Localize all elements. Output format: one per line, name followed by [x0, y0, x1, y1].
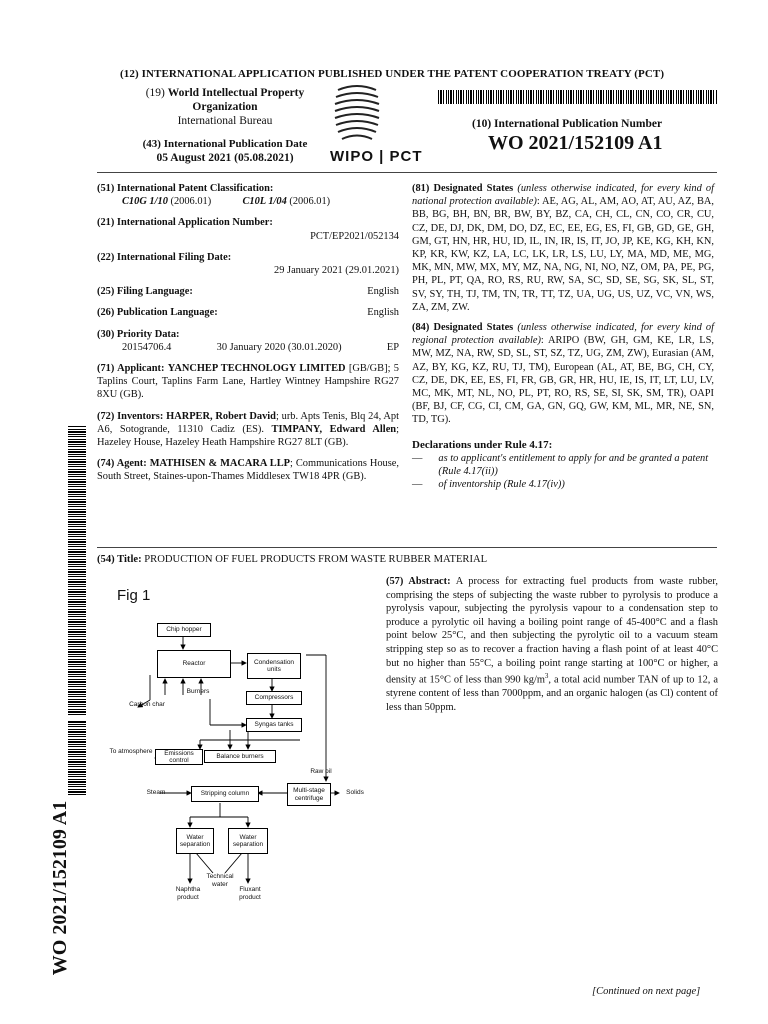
classification-label: (51) International Patent Classification: [97, 183, 274, 194]
solids-label: Solids [346, 789, 364, 796]
reactor-box: Reactor [157, 650, 231, 678]
designated-states-note: (unless otherwise indicated, for every kind of national protection available) [412, 183, 714, 208]
figure-title: Fig 1 [117, 587, 151, 604]
classification-1-year: (2006.01) [170, 196, 212, 208]
regional-states-label: (84) Designated States [412, 322, 514, 334]
burners-label: Burners [186, 688, 210, 695]
bureau: International Bureau [177, 115, 273, 127]
pub-date-value: 05 August 2021 (05.08.2021) [156, 152, 294, 164]
balance-burners-box: Balance burners [204, 750, 276, 763]
carbon-char-label: Carbon char [129, 701, 165, 708]
raw-oil-label: Raw oil [310, 768, 332, 775]
declaration-2-dash: — [412, 479, 423, 491]
abstract-text-1: A process for extracting fuel products from waste rubber, comprising the steps of subjecting the waste rubber to pyrolysis to produce a pyrolysis vapour, subjecting the pyrolysis vapour to a condensation step to produce a pyrolytic oil having a boiling point range of 45-400°C and a flash point below 25°C, and then subjecting the pyrolytic oil to a vacuum steam stripping step so as to recover a fraction having a flash point of at least 40°C but no higher than 55°C, a boiling point range starting at 100°C or higher, a density at 15°C of less than 990 kg/m [386, 576, 719, 686]
org-name-1: World Intellectual Property [167, 87, 305, 99]
chip-hopper-box: Chip hopper [157, 623, 211, 637]
condensation-units-box: Condensation units [247, 653, 301, 679]
regional-states-note: (unless otherwise indicated, for every kind of regional protection available) [412, 322, 714, 347]
publication-language-value: English [367, 307, 399, 319]
pub-date-block [120, 137, 330, 165]
priority-label: (30) Priority Data: [97, 328, 180, 340]
classification-1: C10G 1/10 [122, 196, 168, 208]
title-label: (54) Title: [97, 554, 142, 565]
continued-note: [Continued on next page] [592, 986, 701, 997]
org-code: (19) [145, 87, 165, 99]
wipo-logo-icon [332, 80, 382, 146]
applicant-name: YANCHEP TECHNOLOGY LIMITED [167, 363, 346, 375]
classification-2: C10L 1/04 [242, 196, 287, 208]
pub-date-label: (43) International Publication Date [142, 138, 308, 150]
treaty-line: (12) INTERNATIONAL APPLICATION PUBLISHED UNDER THE PATENT COOPERATION TREATY (PCT) [120, 68, 665, 80]
title-divider [97, 547, 717, 548]
stripping-column-box: Stripping column [191, 786, 259, 802]
applicant-address: [GB/GB]; 5 Taplins Court, Taplins Farm Lane, Hartley Wintney Hampshire RG27 8XU (GB). [97, 363, 399, 401]
title-line [97, 553, 717, 566]
publication-language-label: (26) Publication Language: [97, 307, 218, 319]
pub-number-value: WO 2021/152109 A1 [488, 132, 663, 154]
declaration-1: as to applicant's entitlement to apply for and be granted a patent (Rule 4.17(ii)) [438, 452, 709, 478]
compressors-box: Compressors [246, 691, 302, 705]
flow-diagram-connectors [100, 615, 380, 915]
application-number-value: PCT/EP2021/052134 [310, 230, 399, 242]
syngas-tanks-box: Syngas tanks [246, 718, 302, 732]
emissions-control-box: Emissions control [155, 749, 203, 765]
application-number-label: (21) International Application Number: [97, 217, 273, 229]
side-barcode-upper-icon [68, 425, 86, 715]
priority-date: 30 January 2020 (30.01.2020) [216, 341, 342, 353]
abstract-label: (57) Abstract: [386, 576, 451, 587]
steam-label: Steam [146, 789, 166, 796]
abstract [386, 575, 718, 714]
inventor-2: TIMPANY, Edward Allen [271, 423, 397, 435]
org-name-2: Organization [192, 101, 258, 113]
declarations-label: Declarations under Rule 4.17: [412, 438, 553, 451]
inventor-1-address: ; urb. Apts Tenis, Blq 24, Apt A6, Sotogrande, 11310 Cadiz (ES). [97, 410, 399, 435]
designated-states-list: AE, AG, AL, AM, AO, AT, AU, AZ, BA, BB, BG, BH, BN, BR, BW, BY, BZ, CA, CH, CL, CN, CO, CR, CU, CZ, DE, DJ, DK, DM, DO, DZ, EC, EE, EG, ES, FI, GB, GD, GE, GH, GM, GT, HN, HR, HU, ID, IL, IN, IR, IS, IT, JO, JP, KE, KG, KH, KN, KP, KR, KW, KZ, LA, LC, LK, LR, LS, LU, LY, MA, MD, ME, MG, MK, MN, MW, MX, MY, MZ, NA, NG, NI, NO, NZ, OM, PA, PE, PG, PH, PL, PT, QA, RO, RS, RU, RW, SA, SC, SD, SE, SG, SK, SL, ST, SV, SY, TH, TJ, TM, TN, TR, TT, TZ, UA, UG, US, UZ, VC, VN, WS, ZA, ZM, ZW. [412, 196, 714, 313]
declaration-2: of inventorship (Rule 4.17(iv)) [438, 479, 565, 491]
regional-states-list: : ARIPO (BW, GH, GM, KE, LR, LS, MW, MZ, NA, RW, SD, SL, ST, SZ, TZ, UG, ZM, ZW), Eurasian (AM, AZ, BY, KG, KZ, RU, TJ, TM), European (AL, AT, BE, BG, CH, CY, CZ, DE, DK, EE, ES, FI, FR, GB, GR, HR, HU, IE, IS, IT, LT, LU, LV, MC, MK, MT, NL, NO, PL, PT, RO, RS, SE, SI, SK, SM, TR), OAPI (BF, BJ, CF, CG, CI, CM, GA, GN, GQ, GW, KM, ML, MR, NE, SN, TD, TG). [412, 335, 714, 426]
water-separation-1-box: Water separation [176, 828, 214, 854]
wipo-org-block [125, 86, 325, 128]
right-column: (81) Designated States (unless otherwise indicated, for every kind of national protection available): AE, AG, AL, AM, AO, AT, AU, AZ, BA, BB, BG, BH, BN, BR, BW, BY, BZ, CA, CH, CL, CN, CO, CR, CU, CZ, DE, DJ, DK, DM, DO, DZ, EC, EE, EG, ES, FI, GB, GD, GE, GH, GM, GT, HN, HR, HU, ID, IL, IN, IR, IS, IT, JO, JP, KE, KG, KH, KN, KP, KR, KW, KZ, LA, LC, LK, LR, LS, LU, LY, MA, MD, ME, MG, MK, MN, MW, MX, MY, MZ, NA, NG, NI, NO, NZ, OM, PA, PE, PG, PH, PL, PT, QA, RO, RS, RU, RW, SA, SC, SD, SE, SG, SK, SL, ST, SV, SY, TH, TJ, TM, TN, TR, TT, TZ, UA, UG, US, UZ, VC, VN, WS, ZA, ZM, ZW. (84) Designated States (unless otherwise indicated, for every kind of regional protection available): ARIPO (BW, GH, GM, KE, LR, LS, MW, MZ, NA, RW, SD, SL, ST, SZ, TZ, UG, ZM, ZW), Eurasian (AM, AZ, BY, KG, KZ, RU, TJ, TM), European (AL, AT, BE, BG, CH, CY, CZ, DE, DK, EE, ES, FI, FR, GB, GR, HR, HU, IE, IS, IT, LT, LU, LV, MC, MK, MT, NL, NO, PL, PT, RO, RS, SE, SI, SK, SM, TR), OAPI (BF, BJ, CF, CG, CI, CM, GA, GN, GQ, GW, KM, ML, MR, NE, SN, TD, TG). Declarations under Rule 4.17: — as to applicant's entitlement to apply for and be granted a patent (Rule 4.17(ii)) — of inventorship (Rule 4.17(iv)) [412, 183, 714, 491]
classification-2-year: (2006.01) [289, 196, 331, 208]
side-publication-number: WO 2021/152109 A1 [49, 800, 71, 976]
agent-address: ; Communications House, South Street, Staines-upon-Thames Middlesex TW18 4PR (GB). [97, 458, 399, 483]
title-text: PRODUCTION OF FUEL PRODUCTS FROM WASTE RUBBER MATERIAL [144, 554, 488, 565]
water-separation-2-box: Water separation [228, 828, 268, 854]
applicant-label: (71) Applicant: [97, 363, 165, 375]
barcode-icon [438, 90, 718, 104]
filing-language-label: (25) Filing Language: [97, 286, 193, 298]
to-atmosphere-label: To atmosphere [109, 748, 153, 755]
left-column [97, 182, 399, 484]
priority-office: EP [386, 341, 399, 353]
filing-language-value: English [367, 286, 399, 298]
filing-date-value: 29 January 2021 (29.01.2021) [274, 265, 399, 277]
inventor-1: HARPER, Robert David [166, 410, 276, 422]
priority-number: 20154706.4 [122, 341, 172, 353]
inventor-2-address: ; Hazeley House, Hazeley Heath Hampshire RG27 8LT (GB). [97, 423, 399, 449]
agent-label: (74) Agent: [97, 458, 147, 470]
inventors-label: (72) Inventors: [97, 410, 164, 422]
filing-date-label: (22) International Filing Date: [97, 251, 232, 263]
multi-stage-centrifuge-box: Multi-stage centrifuge [287, 783, 331, 806]
agent-name: MATHISEN & MACARA LLP [149, 458, 291, 470]
technical-water-label: Technical water [206, 873, 234, 888]
declaration-1-dash: — [412, 452, 423, 464]
header-divider [97, 172, 717, 173]
designated-states-label: (81) Designated States [412, 183, 514, 194]
naphtha-product-label: Naphtha product [175, 886, 201, 901]
pub-number-label: (10) International Publication Number [472, 118, 663, 130]
wipo-pct-logo-text: WIPO | PCT [330, 148, 423, 165]
fluxant-product-label: Fluxant product [239, 886, 261, 901]
side-barcode-lower-icon [68, 720, 86, 795]
abstract-superscript: 3 [544, 672, 549, 681]
abstract-text-2: , a total acid number TAN of up to 12, a styrene content of less than 7000ppm, and an organic halogen (as Cl) content of less than 50ppm. [386, 674, 718, 713]
